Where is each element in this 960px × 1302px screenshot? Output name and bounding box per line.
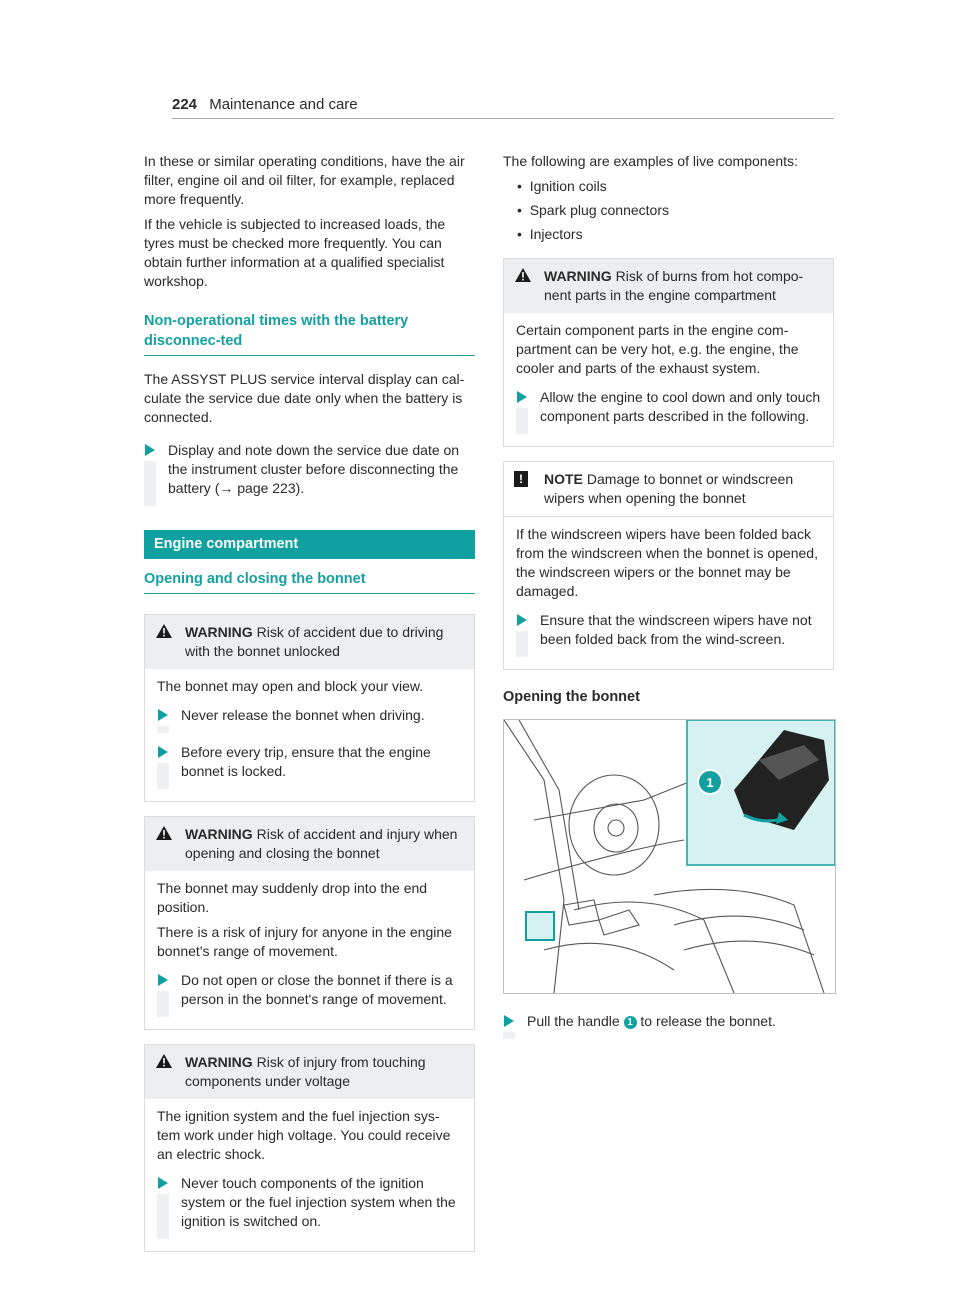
warning-label: WARNING	[185, 1054, 253, 1070]
warning-step-text: Never touch components of the ignition system or the fuel injection system when the ignition is switched on.	[181, 1175, 456, 1229]
car-interior-drawing	[504, 720, 835, 993]
bullet-dot-icon: •	[517, 226, 530, 242]
warning-header	[504, 259, 833, 313]
battery-step	[144, 441, 475, 506]
callout-number-icon: 1	[624, 1016, 637, 1029]
page-header	[172, 96, 834, 119]
list-item	[503, 225, 834, 244]
figure-callout-text: 1	[706, 775, 714, 790]
header-section-title: Maintenance and care	[209, 96, 358, 113]
step-arrow-icon	[517, 391, 527, 403]
warning-step	[157, 743, 462, 789]
step-arrow-icon	[158, 1177, 168, 1189]
warning-text: Certain component parts in the engine com-partment can be very hot, e.g. the engine, the cooler and parts of the exhaust system.	[516, 322, 799, 376]
battery-step-text: Display and note down the service due date on the instrument cluster before disconnecting the battery (→ page 223).	[168, 442, 460, 496]
opening-bonnet-heading: Opening the bonnet	[503, 689, 640, 705]
warning-text: There is a risk of injury for anyone in the engine bonnet's range of movement.	[157, 924, 452, 959]
bonnet-heading: Opening and closing the bonnet	[144, 569, 475, 594]
warning-text: The bonnet may open and block your view.	[157, 678, 424, 694]
note-exclamation-icon: !	[514, 471, 528, 487]
warning-header	[145, 817, 474, 871]
warning-triangle-icon	[155, 623, 173, 639]
step-arrow-icon	[158, 974, 168, 986]
step-arrow-icon	[158, 746, 168, 758]
list-item	[503, 201, 834, 220]
handle-location-marker	[526, 912, 554, 940]
note-body	[504, 516, 833, 669]
page-number: 224	[172, 96, 198, 113]
warning-step-text: Allow the engine to cool down and only touch component parts described in the following.	[540, 389, 821, 424]
step-arrow-icon	[504, 1015, 514, 1027]
right-column	[503, 152, 834, 1045]
list-item	[503, 177, 834, 196]
warning-step-text: Never release the bonnet when driving.	[181, 707, 425, 723]
warning-step-text: Do not open or close the bonnet if there is a person in the bonnet's range of movement.	[181, 972, 453, 1007]
warning-text: The ignition system and the fuel injection sys-tem work under high voltage. You could receive an electric shock.	[157, 1108, 451, 1162]
step-arrow-icon	[145, 444, 155, 456]
note-label: NOTE	[544, 471, 583, 487]
final-step	[503, 1012, 834, 1039]
warning-box-burns	[503, 258, 834, 447]
live-components-intro: The following are examples of live components:	[503, 153, 798, 169]
warning-box-voltage	[144, 1044, 475, 1252]
warning-body	[504, 313, 833, 446]
warning-box-opening	[144, 816, 475, 1030]
bullet-dot-icon: •	[517, 178, 530, 194]
note-header	[504, 462, 833, 516]
warning-step	[157, 1174, 462, 1239]
note-step	[516, 611, 821, 657]
warning-label: WARNING	[544, 268, 612, 284]
step-arrow-icon	[517, 614, 527, 626]
battery-heading: Non-operational times with the battery disconnec-ted	[144, 311, 475, 356]
list-item-text: Ignition coils	[529, 178, 607, 194]
warning-label: WARNING	[185, 826, 253, 842]
warning-triangle-icon	[155, 825, 173, 841]
warning-step	[157, 706, 462, 733]
note-title: Damage to bonnet or windscreen wipers when opening the bonnet	[544, 471, 794, 506]
warning-step	[157, 971, 462, 1017]
warning-header	[145, 1045, 474, 1099]
warning-step	[516, 388, 821, 434]
battery-paragraph: The ASSYST PLUS service interval display can cal-culate the service due date only when the battery is connected.	[144, 371, 465, 425]
note-text: If the windscreen wipers have been folded back from the windscreen when the bonnet is opened, the windscreen wipers or the bonnet may be damaged.	[516, 526, 818, 599]
engine-compartment-bar: Engine compartment	[144, 530, 475, 559]
warning-body	[145, 1099, 474, 1251]
step-arrow-icon	[158, 709, 168, 721]
warning-title: Risk of burns from hot compo-nent parts in the engine compartment	[544, 268, 804, 303]
left-column	[144, 152, 475, 1264]
warning-body	[145, 669, 474, 801]
warning-header	[145, 615, 474, 669]
warning-title: Risk of injury from touching components under voltage	[185, 1054, 426, 1089]
warning-text: The bonnet may suddenly drop into the end position.	[157, 880, 428, 915]
final-step-text-post: to release the bonnet.	[640, 1013, 776, 1029]
note-step-text: Ensure that the windscreen wipers have not been folded back from the wind-screen.	[540, 612, 812, 647]
intro-paragraph-2: If the vehicle is subjected to increased loads, the tyres must be checked more frequently. You can obtain further information at a qualified specialist workshop.	[144, 216, 446, 289]
live-components-list	[503, 177, 834, 244]
list-item-text: Injectors	[529, 226, 583, 242]
final-step-text-pre: Pull the handle	[527, 1013, 620, 1029]
warning-label: WARNING	[185, 624, 253, 640]
note-box-bonnet	[503, 461, 834, 670]
warning-triangle-icon	[514, 267, 532, 283]
intro-paragraph-1: In these or similar operating conditions, have the air filter, engine oil and oil filter, for example, replaced more frequently.	[144, 153, 465, 207]
list-item-text: Spark plug connectors	[529, 202, 669, 218]
warning-box-driving	[144, 614, 475, 802]
callout-number-icon	[698, 770, 722, 794]
warning-step-text: Before every trip, ensure that the engine bonnet is locked.	[181, 744, 431, 779]
bonnet-release-illustration	[503, 719, 836, 994]
warning-body	[145, 871, 474, 1029]
warning-title: Risk of accident and injury when opening and closing the bonnet	[185, 826, 458, 861]
warning-title: Risk of accident due to driving with the bonnet unlocked	[185, 624, 444, 659]
warning-triangle-icon	[155, 1053, 173, 1069]
bullet-dot-icon: •	[517, 202, 530, 218]
